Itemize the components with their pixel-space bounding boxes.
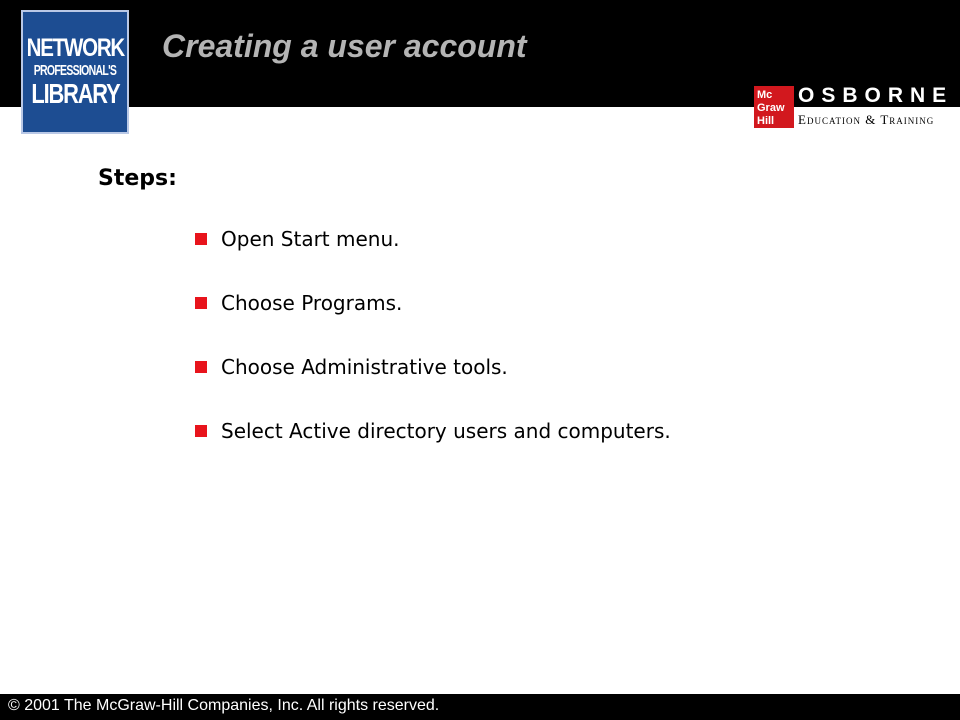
bullet-square-icon (195, 233, 207, 245)
step-item (195, 418, 671, 482)
bullet-square-icon (195, 297, 207, 309)
logo-line-network: NETWORK (26, 34, 124, 62)
steps-list (195, 226, 671, 482)
bullet-square-icon (195, 361, 207, 373)
step-text: Choose Programs. (221, 291, 403, 315)
step-item (195, 354, 671, 418)
mark-line-hill: Hill (757, 115, 775, 127)
bullet-square-icon (195, 425, 207, 437)
step-item (195, 226, 671, 290)
mark-line-mc: Mc (757, 89, 773, 101)
steps-heading: Steps: (98, 166, 177, 191)
mcgraw-hill-osborne-logo (754, 86, 954, 128)
step-text: Open Start menu. (221, 227, 400, 251)
network-professionals-library-logo (21, 10, 129, 134)
slide-title: Creating a user account (162, 28, 527, 64)
osborne-wordmark: OSBORNE (798, 84, 954, 107)
footer-band (0, 694, 960, 720)
mcgraw-hill-mark (754, 86, 794, 128)
step-text: Select Active directory users and computers. (221, 419, 671, 443)
logo-line-library: LIBRARY (30, 78, 120, 109)
copyright-notice: © 2001 The McGraw-Hill Companies, Inc. All rights reserved. (8, 697, 440, 714)
step-text: Choose Administrative tools. (221, 355, 508, 379)
logo-line-professionals: PROFESSIONAL'S (33, 62, 117, 79)
step-item (195, 290, 671, 354)
osborne-tagline: Education & Training (798, 112, 935, 127)
mark-line-graw: Graw (757, 102, 785, 114)
